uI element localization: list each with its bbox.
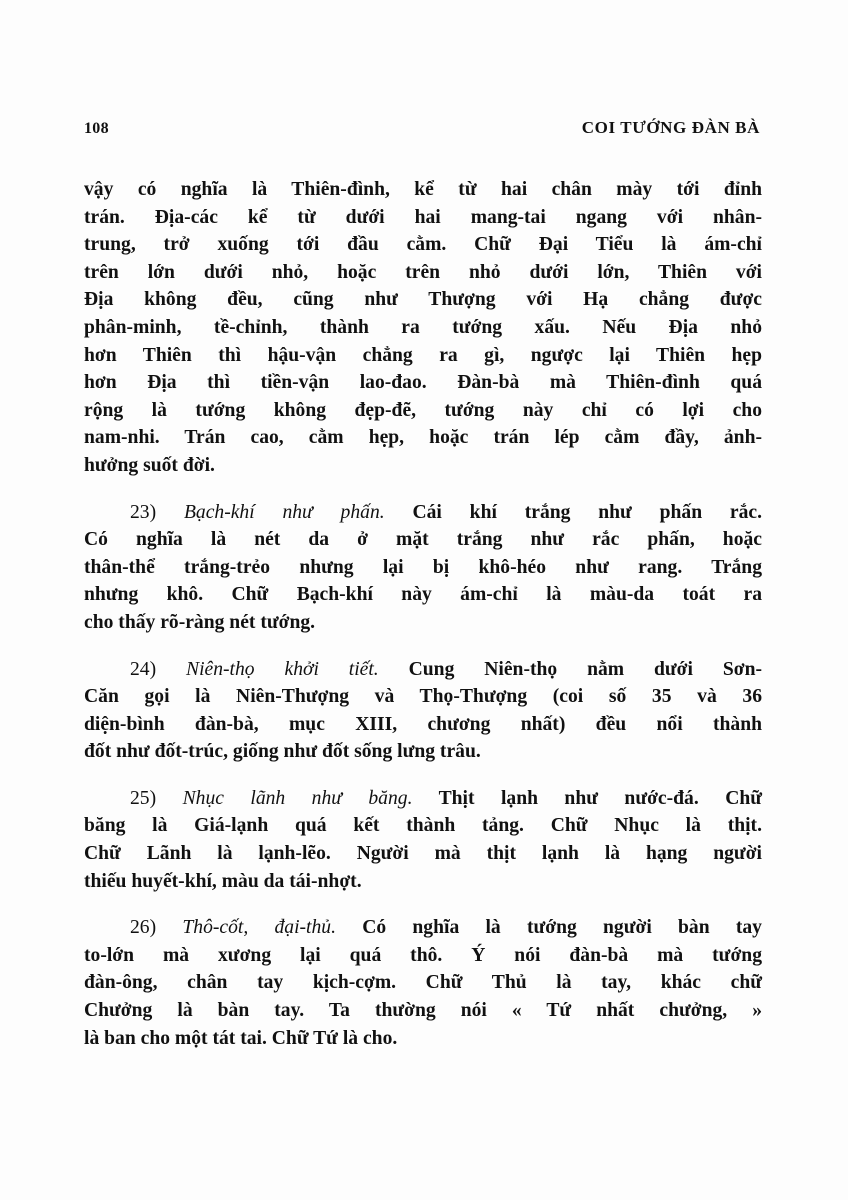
text-line: nam-nhi. Trán cao, cằm hẹp, hoặc trán lép cằm đầy, ảnh- (84, 427, 762, 449)
text-line: trung, trở xuống tới đầu cằm. Chữ Đại Tiểu là ám-chỉ (84, 234, 762, 256)
entry-number: 26) (130, 917, 157, 939)
entry-title: Bạch-khí như phấn. (183, 501, 385, 523)
text-line: thân-thể trắng-trẻo nhưng lại bị khô-héo như rang. Trắng (84, 556, 762, 578)
entry-title: Niên-thọ khởi tiết. (186, 658, 379, 680)
page-number: 108 (84, 120, 109, 137)
entry-first-line (84, 656, 762, 684)
text-line: trán. Địa-các kể từ dưới hai mang-tai ngang với nhân- (84, 206, 762, 228)
entry-23 (84, 499, 762, 637)
entry-number: 24) (130, 658, 157, 680)
text-line: Có nghĩa là nét da ở mặt trắng như rắc phấn, hoặc (84, 529, 762, 551)
text-line: hơn Địa thì tiền-vận lao-đao. Đàn-bà mà Thiên-đình quá (84, 372, 762, 394)
paragraph-continuation (84, 176, 762, 480)
text-line: là ban cho một tát tai. Chữ Tứ là cho. (84, 1027, 398, 1049)
text-line: thiếu huyết-khí, màu da tái-nhợt. (84, 870, 362, 892)
text-line: băng là Giá-lạnh quá kết thành tảng. Chữ Nhục là thịt. (84, 815, 762, 837)
text-line: hưởng suốt đời. (84, 454, 215, 476)
text-line: đàn-ông, chân tay kịch-cợm. Chữ Thủ là tay, khác chữ (84, 972, 762, 994)
body-text (84, 176, 762, 1052)
text-line: Chữ Lãnh là lạnh-lẽo. Người mà thịt lạnh là hạng người (84, 843, 762, 865)
text-line: nhưng khô. Chữ Bạch-khí này ám-chỉ là màu-da toát ra (84, 584, 762, 606)
text-line: rộng là tướng không đẹp-đẽ, tướng này chỉ có lợi cho (84, 399, 762, 421)
entry-number: 23) (130, 501, 157, 523)
entry-25 (84, 785, 762, 895)
text-line: hơn Thiên thì hậu-vận chẳng ra gì, ngược lại Thiên hẹp (84, 344, 762, 366)
text-line: phân-minh, tề-chỉnh, thành ra tướng xấu. Nếu Địa nhỏ (84, 316, 762, 338)
text-line: Căn gọi là Niên-Thượng và Thọ-Thượng (coi số 35 và 36 (84, 686, 762, 708)
text-line: to-lớn mà xương lại quá thô. Ý nói đàn-bà mà tướng (84, 944, 762, 966)
text-line: Địa không đều, cũng như Thượng với Hạ chẳng được (84, 289, 762, 311)
text-line: Chưởng là bàn tay. Ta thường nói « Tứ nhất chưởng, » (84, 1000, 762, 1022)
text-line: vậy có nghĩa là Thiên-đình, kể từ hai chân mày tới đỉnh (84, 179, 762, 200)
page-header (84, 118, 760, 148)
entry-text: Có nghĩa là tướng người bàn tay (362, 917, 762, 939)
text-line: đốt như đốt-trúc, giống như đốt sống lưng trâu. (84, 741, 481, 763)
entry-number: 25) (130, 787, 157, 809)
entry-text: Cung Niên-thọ nằm dưới Sơn- (408, 658, 763, 680)
entry-text: Thịt lạnh như nước-đá. Chữ (438, 787, 762, 809)
entry-text: Cái khí trắng như phấn rắc. (412, 501, 762, 523)
entry-first-line (84, 499, 762, 527)
entry-title: Thô-cốt, đại-thủ. (182, 917, 336, 939)
entry-title: Nhục lãnh như băng. (182, 787, 413, 809)
entry-first-line (84, 914, 762, 942)
entry-24 (84, 656, 762, 766)
text-line: trên lớn dưới nhỏ, hoặc trên nhỏ dưới lớn, Thiên với (84, 261, 762, 283)
entry-first-line (84, 785, 762, 813)
running-title: COI TƯỚNG ĐÀN BÀ (581, 118, 760, 137)
text-line: cho thấy rõ-ràng nét tướng. (84, 611, 316, 633)
entry-26 (84, 914, 762, 1052)
text-line: diện-bình đàn-bà, mục XIII, chương nhất) đều nổi thành (84, 713, 762, 735)
